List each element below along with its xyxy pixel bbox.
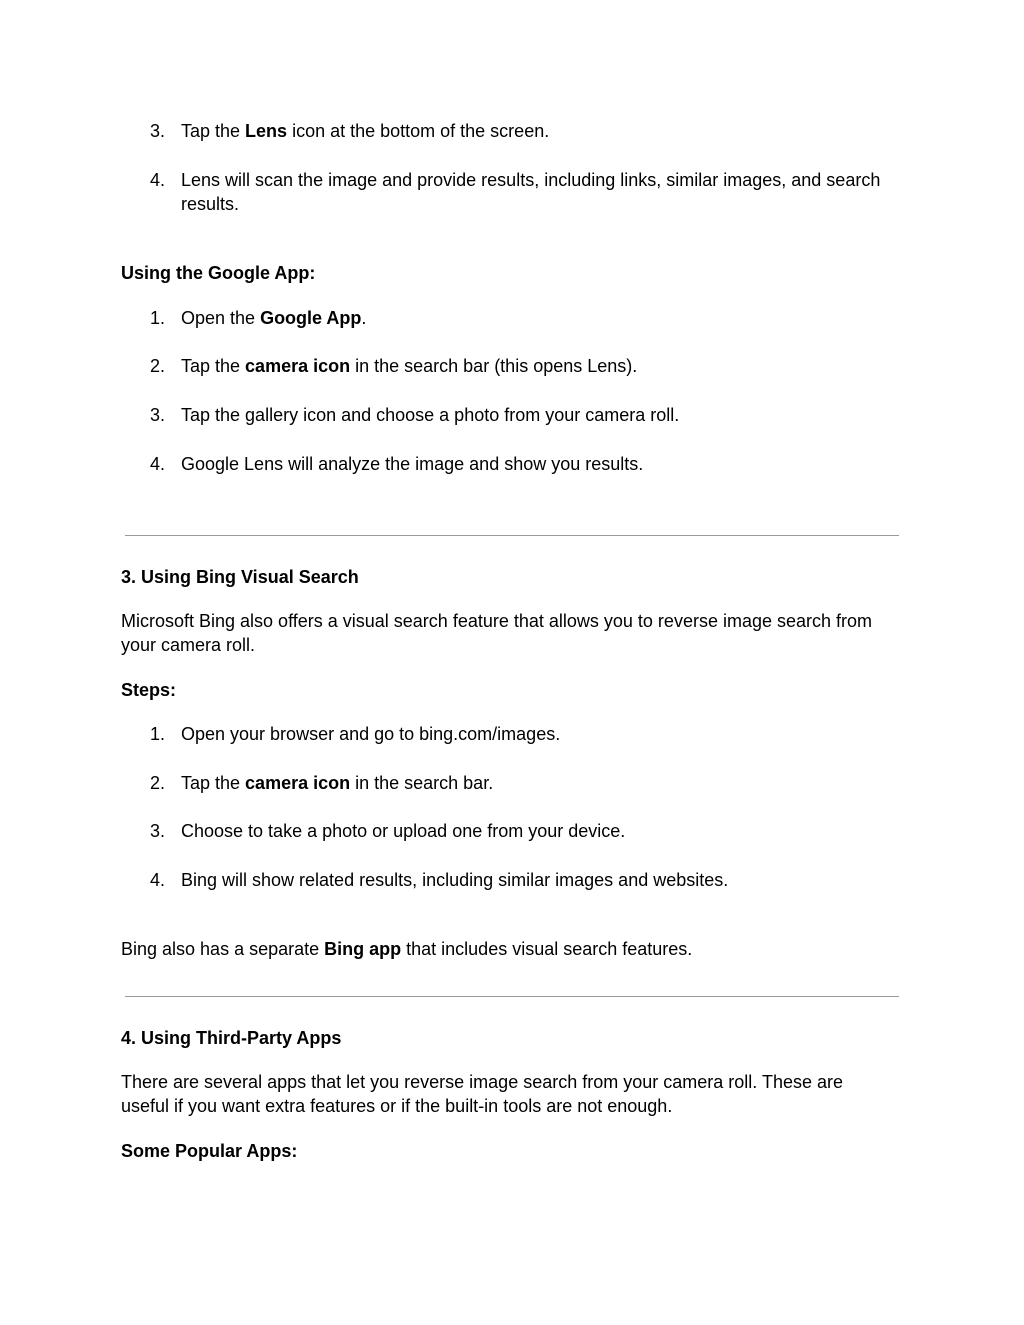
section-subheading: Steps:	[121, 680, 177, 700]
section-heading: 4. Using Third-Party Apps	[121, 1028, 342, 1048]
list-text: Choose to take a photo or upload one from your device.	[181, 821, 626, 841]
list-text: Tap the gallery icon and choose a photo from your camera roll.	[181, 405, 680, 425]
list-text: Tap the camera icon in the search bar (this opens Lens).	[181, 356, 638, 376]
list-text: Tap the Lens icon at the bottom of the screen.	[181, 121, 550, 141]
list-text: Lens will scan the image and provide results, including links, similar images, and search	[181, 170, 881, 190]
list-number: 1.	[150, 308, 166, 328]
paragraph-line: Microsoft Bing also offers a visual search feature that allows you to reverse image search from	[121, 611, 873, 631]
list-number: 2.	[150, 773, 166, 793]
list-text: Open your browser and go to bing.com/images.	[181, 724, 561, 744]
list-number: 3.	[150, 821, 166, 841]
paragraph-line: useful if you want extra features or if the built-in tools are not enough.	[121, 1096, 673, 1116]
list-text: results.	[181, 194, 240, 214]
list-number: 3.	[150, 405, 166, 425]
list-number: 4.	[150, 454, 166, 474]
list-text: Bing will show related results, including similar images and websites.	[181, 870, 729, 890]
paragraph-line: your camera roll.	[121, 635, 256, 655]
list-text: Google Lens will analyze the image and show you results.	[181, 454, 644, 474]
horizontal-divider	[125, 535, 899, 536]
section-heading: 3. Using Bing Visual Search	[121, 567, 359, 587]
section-subheading: Using the Google App:	[121, 263, 316, 283]
list-number: 2.	[150, 356, 166, 376]
horizontal-divider	[125, 996, 899, 997]
list-number: 1.	[150, 724, 166, 744]
list-text: Tap the camera icon in the search bar.	[181, 773, 494, 793]
section-subheading: Some Popular Apps:	[121, 1141, 298, 1161]
list-text: Open the Google App.	[181, 308, 367, 328]
list-number: 3.	[150, 121, 166, 141]
paragraph-line: There are several apps that let you reverse image search from your camera roll. These are	[121, 1072, 843, 1092]
list-number: 4.	[150, 870, 166, 890]
paragraph-line: Bing also has a separate Bing app that includes visual search features.	[121, 939, 693, 959]
list-number: 4.	[150, 170, 166, 190]
